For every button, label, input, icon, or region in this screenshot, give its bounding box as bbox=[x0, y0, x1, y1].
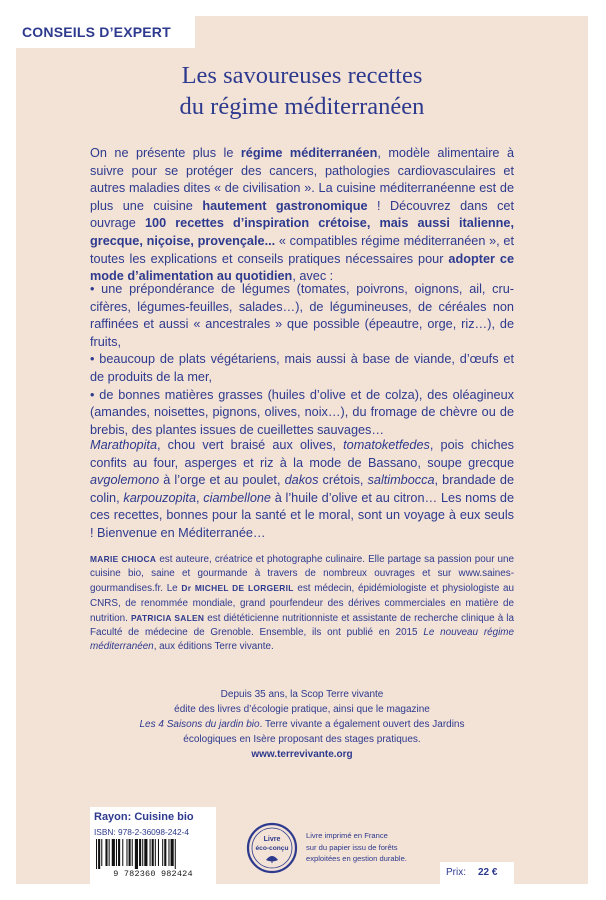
intro-text: , modèle alimentaire à suivre pour se protéger des cancers, pathologies cardiovasculaires et autres maladies dites « de civilisation ». La cuisine méditerranéenne est de plus une cuisine bbox=[90, 146, 515, 213]
section-tab bbox=[16, 16, 195, 48]
bullet-list bbox=[90, 281, 514, 439]
barcode-bar bbox=[112, 839, 115, 866]
barcode-bar bbox=[105, 839, 107, 866]
book-title: Le nouveau régime méditerranéen bbox=[90, 627, 514, 653]
price-box bbox=[440, 862, 514, 884]
list-item: • beaucoup de plats végétariens, mais aussi à base de viande, d’œufs et de produits de la mer, bbox=[90, 352, 514, 384]
intro-paragraph bbox=[90, 145, 514, 286]
bio-text: est auteure, créatrice et photographe culinaire. Elle partage sa passion pour une cuisine bio, saine et gourmande à travers de nombreux ouvrages et sur www.saines-gourmandises.fr. Le bbox=[90, 554, 515, 595]
publisher-line: Depuis 35 ans, la Scop Terre vivante bbox=[220, 689, 384, 700]
print-note-line: exploitées en gestion durable. bbox=[306, 854, 407, 864]
barcode-bar bbox=[171, 839, 174, 866]
bio-text: , aux éditions Terre vivante. bbox=[153, 641, 274, 653]
publisher-line: écologiques en Isère proposant des stages pratiques. bbox=[183, 734, 421, 745]
intro-emphasis: régime méditerranéen bbox=[240, 146, 378, 160]
intro-emphasis: hautement gastronomique bbox=[202, 198, 368, 213]
barcode-bar bbox=[109, 839, 110, 866]
title-line-1: Les savoureuses recettes bbox=[181, 62, 423, 89]
bio-text: est médecin, épidémiologiste et physiologiste au CNRS, de renommée mondiale, grand pourfendeur des dérives commerciales en matière de nutrition. bbox=[90, 583, 514, 624]
magazine-title: Les 4 Saisons du jardin bio bbox=[139, 719, 260, 730]
page-title bbox=[16, 60, 588, 122]
barcode-bar bbox=[122, 839, 123, 866]
author-name: Dr MICHEL DE LORGERIL bbox=[181, 583, 294, 594]
recipes-text: , brandade de colin, bbox=[90, 473, 514, 505]
barcode-bar bbox=[118, 839, 120, 866]
barcode-bar bbox=[129, 839, 131, 866]
barcode-digits: 9 782360 982424 bbox=[113, 869, 193, 879]
publisher-url[interactable]: www.terrevivante.org bbox=[251, 749, 353, 760]
intro-text: On ne présente plus le bbox=[90, 146, 241, 160]
barcode-bar bbox=[96, 839, 97, 869]
barcode-bar bbox=[162, 839, 163, 866]
barcode-bar bbox=[168, 839, 169, 866]
price-label: Prix: bbox=[446, 867, 466, 878]
publisher-line: édite des livres d’écologie pratique, ainsi que le magazine bbox=[174, 704, 430, 715]
recipe-name: Marathopita bbox=[90, 438, 157, 452]
barcode-bar bbox=[155, 839, 156, 866]
section-tab-label: CONSEILS D’EXPERT bbox=[22, 24, 171, 40]
print-note bbox=[306, 830, 446, 865]
rayon-label: Rayon: Cuisine bio bbox=[94, 811, 194, 823]
barcode-bar bbox=[164, 839, 166, 866]
recipes-text: à l’orge et au poulet, bbox=[159, 473, 285, 488]
barcode-bar bbox=[126, 839, 127, 866]
recipes-text: , bbox=[196, 490, 204, 505]
eco-badge-line2: éco-conçu bbox=[255, 845, 289, 852]
intro-text: ! Découvrez dans cet ouvrage bbox=[90, 198, 514, 231]
barcode-bar bbox=[150, 839, 151, 866]
price-value: 22 € bbox=[478, 867, 498, 878]
recipe-name: ciambellone bbox=[203, 490, 271, 505]
author-name: PATRICIA SALEN bbox=[130, 612, 205, 623]
recipe-name: avgolemono bbox=[90, 473, 160, 488]
list-item: • de bonnes matières grasses (huiles d’olive et de colza), des oléagineux (amandes, noisettes, pignons, olives, noix…), du fromage de chèvre ou de brebis, des plantes issues de cueillettes sauvages… bbox=[90, 387, 514, 437]
recipes-text: , pois chiches confits au four, asperges et riz à la mode de Bassano, soupe grecque bbox=[90, 438, 514, 470]
publisher-blurb bbox=[90, 687, 514, 762]
title-line-2: du régime méditerranéen bbox=[179, 93, 425, 120]
barcode-bar bbox=[132, 839, 133, 866]
barcode-bar bbox=[101, 839, 102, 866]
eco-concu-badge-icon bbox=[246, 822, 298, 874]
barcode-bar bbox=[142, 839, 143, 866]
publisher-line: . Terre vivante a également ouvert des Jardins bbox=[259, 719, 465, 730]
barcode-bar bbox=[135, 839, 138, 869]
recipe-name: karpouzopita bbox=[123, 490, 197, 505]
barcode-bar bbox=[158, 839, 159, 866]
recipe-name: saltimbocca bbox=[367, 473, 435, 488]
intro-text: , avec : bbox=[292, 269, 334, 284]
recipes-paragraph bbox=[90, 437, 514, 543]
intro-emphasis: 100 recettes d’inspiration crétoise, mais aussi italienne, grecque, niçoise, provençale... bbox=[90, 216, 515, 248]
print-note-line: Livre imprimé en France bbox=[306, 831, 388, 840]
eco-badge-line1: Livre bbox=[263, 836, 281, 843]
authors-bio bbox=[90, 552, 514, 654]
barcode-bars bbox=[94, 839, 212, 869]
recipe-name: tomatoketfedes bbox=[343, 438, 430, 452]
recipe-name: dakos bbox=[284, 473, 319, 488]
barcode-bar bbox=[152, 839, 154, 866]
intro-text: « compatibles régime méditerranéen », et toutes les explications et conseils pratiques nécessaires pour bbox=[90, 233, 514, 266]
recipes-text: à l’huile d’olive et au citron… Les noms de ces recettes, bonnes pour la santé et le moral, sont un voyage à eux seuls ! Bienvenue en Méditerranée… bbox=[90, 490, 514, 540]
recipes-text: , chou vert braisé aux olives, bbox=[157, 438, 344, 452]
barcode-bar bbox=[144, 839, 147, 866]
recipes-text: crétois, bbox=[318, 473, 368, 488]
barcode-bar bbox=[175, 839, 176, 869]
list-item: • une prépondérance de légumes (tomates, poivrons, oignons, ail, crucifères, légumes-feuilles, salades…), de légumineuses, de céréales non raffinées et aussi « ancestrales » que possible (épeautre, orge, riz…), de fruits, bbox=[90, 282, 514, 349]
barcode-bar bbox=[139, 839, 141, 866]
print-note-line: sur du papier issu de forêts bbox=[306, 842, 398, 852]
barcode-bar bbox=[116, 839, 117, 866]
barcode-bar bbox=[98, 839, 100, 869]
bio-text: est diététicienne nutritionniste et assistante de recherche clinique à la Faculté de médecine de Grenoble. Ensemble, ils ont publié en 2015 bbox=[90, 612, 514, 639]
isbn-label: ISBN: 978-2-36098-242-4 bbox=[94, 827, 190, 837]
intro-emphasis: adopter ce mode d’alimentation au quotidien bbox=[90, 251, 514, 284]
barcode-box bbox=[90, 807, 216, 884]
author-name: MARIE CHIOCA bbox=[90, 554, 157, 564]
